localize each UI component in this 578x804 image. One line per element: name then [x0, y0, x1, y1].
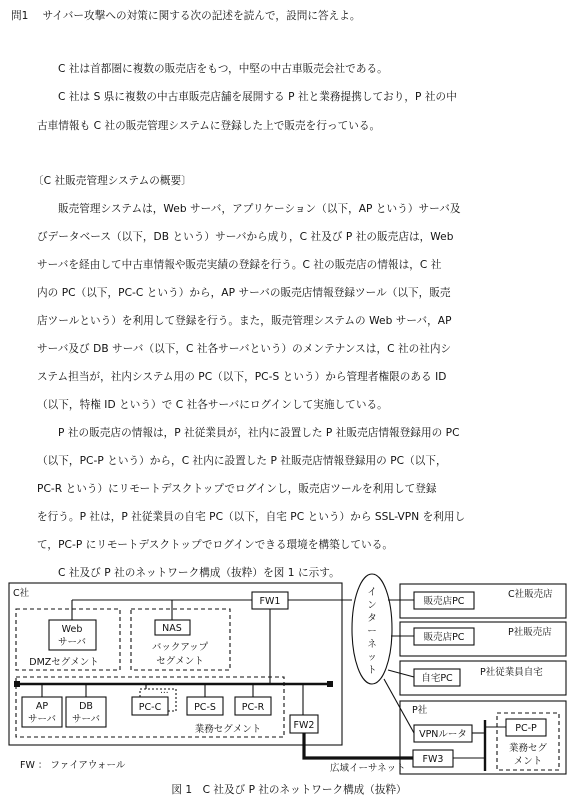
- internet-char-6: ッ: [367, 652, 377, 663]
- body-line-5: 店ツールという）を利用して登録を行う。また，販売管理システムの Web サーバ，AP: [37, 315, 452, 327]
- body-line-14: C 社及び P 社のネットワーク構成（抜粋）を図 1 に示す。: [58, 567, 340, 579]
- intro-line-1: C 社は首都圏に複数の販売店をもつ，中堅の中古車販売会社である。: [58, 63, 388, 75]
- internet-char-3: タ: [367, 613, 377, 624]
- question-number: 問1: [11, 10, 29, 22]
- fw1-label: FW1: [259, 596, 281, 607]
- body-line-4: 内の PC（以下，PC-C という）から，AP サーバの販売店情報登録ツール（以下，販売: [37, 287, 451, 299]
- intro-line-3: 古車情報も C 社の販売管理システムに登録した上で販売を行っている。: [37, 120, 381, 132]
- home-pc-label: 自宅PC: [421, 673, 453, 684]
- pc-p-label: PC-P: [515, 723, 537, 734]
- pc-c-label: PC-C: [138, 702, 162, 713]
- fw-legend: FW ： ファイアウォール: [20, 760, 126, 771]
- web-server-label-1: Web: [61, 624, 83, 635]
- section-title: 〔C 社販売管理システムの概要〕: [33, 175, 192, 187]
- internet-char-7: ト: [367, 665, 377, 676]
- db-server-label-2: サーバ: [71, 714, 101, 725]
- c-store-label: C社販売店: [508, 589, 553, 600]
- p-home-label: P社従業員自宅: [480, 667, 543, 678]
- body-line-10: （以下，PC-P という）から，C 社内に設置した P 社販売店情報登録用の PC（以下，: [37, 455, 447, 467]
- p-segment-label-2: メント: [513, 756, 543, 767]
- p-company-label: P社: [412, 705, 428, 716]
- p-segment-label-1: 業務セグ: [508, 743, 548, 754]
- p-store-label: P社販売店: [508, 627, 552, 638]
- body-line-12: を行う。P 社は，P 社従業員の自宅 PC（以下，自宅 PC という）から SSL-VPN を利用し: [37, 511, 466, 523]
- db-server-label-1: DB: [79, 701, 93, 712]
- ap-server-label-1: AP: [35, 701, 49, 712]
- body-line-3: サーバを経由して中古車情報や販売実績の登録を行う。C 社の販売店の情報は，C 社: [37, 259, 442, 271]
- internet-char-5: ネ: [367, 639, 377, 650]
- body-line-1: 販売管理システムは，Web サーバ，アプリケーション（以下，AP という）サーバ及: [58, 203, 461, 215]
- p-store-pc-label: 販売店PC: [423, 632, 465, 643]
- c-store-pc-label: 販売店PC: [423, 596, 465, 607]
- backup-label-2: セグメント: [156, 656, 204, 667]
- wide-ethernet-label: 広域イーサネット: [330, 763, 406, 774]
- pc-r-label: PC-R: [241, 702, 265, 713]
- body-line-2: びデータベース（以下，DB という）サーバから成り，C 社及び P 社の販売店は，Web: [37, 231, 454, 243]
- business-segment-label: 業務セグメント: [194, 724, 262, 735]
- body-line-11: PC-R という）にリモートデスクトップでログインし，販売店ツールを利用して登録: [37, 483, 437, 495]
- internet-char-1: イ: [367, 587, 377, 598]
- body-line-6: サーバ及び DB サーバ（以下，C 社各サーバという）のメンテナンスは，C 社の社内シ: [37, 343, 452, 355]
- backup-label-1: バックアップ: [151, 642, 209, 653]
- pc-s-label: PC-S: [194, 702, 216, 713]
- vpn-router-label: VPNルータ: [419, 729, 467, 740]
- intro-line-2: C 社は S 県に複数の中古車販売店舗を展開する P 社と業務提携しており，P 社の中: [58, 91, 457, 103]
- body-line-13: て，PC-P にリモートデスクトップでログインできる環境を構築している。: [37, 539, 393, 551]
- nas-label: NAS: [162, 623, 182, 634]
- internet-char-2: ン: [367, 600, 377, 611]
- body-line-7: ステム担当が，社内システム用の PC（以下，PC-S という）から管理者権限のある ID: [37, 371, 447, 383]
- pc-c-dots: …: [160, 686, 169, 696]
- c-company-label: C社: [13, 588, 30, 599]
- ap-server-label-2: サーバ: [27, 714, 57, 725]
- fw3-label: FW3: [422, 754, 444, 765]
- body-line-9: P 社の販売店の情報は，P 社従業員が，社内に設置した P 社販売店情報登録用の PC: [58, 427, 460, 439]
- figure-caption: 図 1 C 社及び P 社のネットワーク構成（抜粋）: [171, 784, 407, 796]
- question-prompt: サイバー攻撃への対策に関する次の記述を読んで，設問に答えよ。: [42, 10, 361, 22]
- internet-char-4: ー: [367, 626, 377, 637]
- dmz-segment-label: DMZセグメント: [29, 657, 99, 668]
- fw2-label: FW2: [293, 720, 315, 731]
- web-server-label-2: サーバ: [57, 637, 87, 648]
- body-line-8: （以下，特権 ID という）で C 社各サーバにログインして実施している。: [37, 399, 388, 411]
